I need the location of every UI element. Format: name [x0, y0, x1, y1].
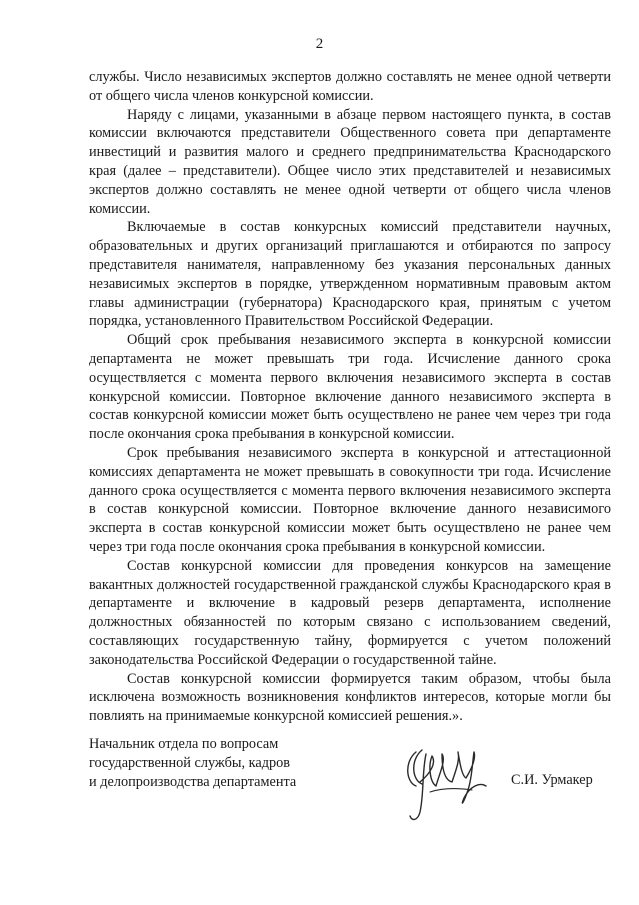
document-body: [89, 68, 611, 726]
signatory-position-line: Начальник отдела по вопросам: [89, 736, 279, 752]
signatory-position-line: государственной службы, кадров: [89, 754, 291, 771]
paragraph: Общий срок пребывания независимого эксперта в конкурсной комиссии департамента не может превышать три года. Исчисление данного срока осуществляется с момента первого включения независимого эксперта в состав конкурсной комиссии. Повторное включение данного независимого эксперта в состав конкурсной комиссии может быть осуществлено не ранее чем через три года после окончания срока пребывания в конкурсной комиссии.: [89, 332, 611, 443]
paragraph: Срок пребывания независимого эксперта в конкурсной и аттестационной комиссиях департамента не может превышать в совокупности три года. Исчисление данного срока осуществляется с момента первого включения независимого эксперта в состав конкурсной комиссии. Повторное включение данного независимого эксперта в состав конкурсной комиссии может быть осуществлено не ранее чем через три года после окончания срока пребывания в конкурсной комиссии.: [89, 444, 611, 555]
handwritten-signature: [402, 742, 492, 824]
paragraph: Состав конкурсной комиссии для проведения конкурсов на замещение вакантных должностей государственной гражданской службы Краснодарского края в департаменте и включение в кадровый резерв департамента, исполнение должностных обязанностей по которым связано с использованием сведений, составляющих государственную тайну, формируется с учетом положений законодательства Российской Федерации о государственной тайне.: [89, 557, 611, 668]
page-number: 2: [315, 36, 324, 52]
paragraph: Состав конкурсной комиссии формируется таким образом, чтобы была исключена возможность возникновения конфликтов интересов, которые могли бы повлиять на принимаемые конкурсной комиссией решения.».: [89, 670, 611, 725]
signatory-position-line: и делопроизводства департамента: [89, 773, 297, 790]
paragraph: Включаемые в состав конкурсных комиссий представители научных, образовательных и других организаций приглашаются и отбираются по запросу представителя нанимателя, направленному без указания персональных данных независимых экспертов в порядке, утвержденном нормативным правовым актом главы администрации (губернатора) Краснодарского края, принятым с учетом порядка, установленного Правительством Российской Федерации.: [89, 219, 611, 330]
paragraph: службы. Число независимых экспертов должно составлять не менее одной четверти от общего числа членов конкурсной комиссии.: [89, 69, 611, 104]
signatory-name: С.И. Урмакер: [511, 772, 593, 788]
paragraph: Наряду с лицами, указанными в абзаце первом настоящего пункта, в состав комиссии включаются представители Общественного совета при департаменте инвестиций и развития малого и среднего предпринимательства Краснодарского края (далее – представители). Общее число этих представителей и независимых экспертов должно составлять не менее одной четверти от общего числа членов комиссии.: [89, 106, 611, 217]
signatory-position: [89, 735, 296, 791]
